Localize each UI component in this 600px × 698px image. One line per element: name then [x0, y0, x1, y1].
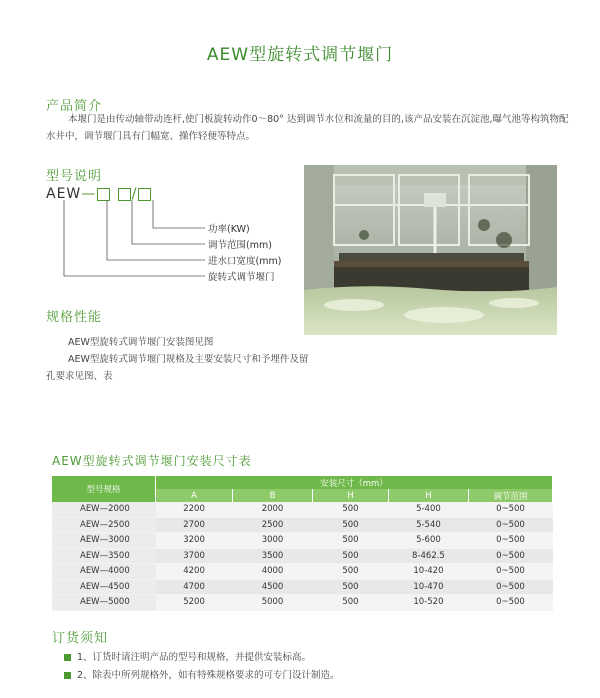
cell-b: 2500: [233, 517, 313, 533]
order-note-2-text: 2、除表中所列规格外，如有特殊规格要求的可专门设计制造。: [77, 670, 340, 681]
specs-line-2: AEW型旋转式调节堰门规格及主要安装尺寸和予埋件及留: [68, 354, 309, 365]
table-row: [52, 517, 553, 533]
cell-h2: 10-420: [388, 564, 468, 580]
table-row: [52, 533, 553, 549]
cell-a: 3700: [156, 548, 233, 564]
cell-range: 0~500: [468, 533, 552, 549]
cell-a: 3200: [156, 533, 233, 549]
cell-h1: 500: [313, 502, 389, 517]
cell-b: 5000: [233, 595, 313, 611]
cell-b: 3000: [233, 533, 313, 549]
table-row: [52, 502, 553, 517]
cell-model: AEW—3500: [52, 548, 156, 564]
col-group-header: 安装尺寸（mm）: [156, 476, 553, 489]
model-legend-width: 进水口宽度(mm): [208, 256, 282, 267]
spec-table: [52, 476, 553, 611]
order-note-1: [64, 649, 311, 663]
col-h2-header: H: [388, 489, 468, 502]
cell-b: 4500: [233, 579, 313, 595]
order-note-1-text: 1、订货时请注明产品的型号和规格，并提供安装标高。: [77, 652, 312, 663]
table-heading: AEW型旋转式调节堰门安装尺寸表: [52, 454, 252, 468]
model-code-box-2: [118, 188, 131, 201]
cell-model: AEW—4000: [52, 564, 156, 580]
cell-model: AEW—2000: [52, 502, 156, 517]
cell-h2: 10-520: [388, 595, 468, 611]
cell-h1: 500: [313, 533, 389, 549]
cell-a: 4700: [156, 579, 233, 595]
intro-line-1: 本堰门是由传动轴带动连杆,使门板旋转动作0～80° 达到调节水位和流量的目的,该产品安装在沉淀池,曝气池等构筑物配: [68, 114, 569, 125]
intro-heading: 产品简介: [46, 99, 103, 114]
cell-a: 5200: [156, 595, 233, 611]
model-legend-power: 功率(KW): [208, 224, 250, 235]
model-code-prefix: AEW: [46, 186, 82, 202]
col-range-header: 调节范围: [468, 489, 552, 502]
cell-range: 0~500: [468, 517, 552, 533]
cell-h2: 5-540: [388, 517, 468, 533]
cell-b: 2000: [233, 502, 313, 517]
table-row: [52, 579, 553, 595]
product-photo: [304, 165, 557, 335]
model-legend-range: 调节范围(mm): [208, 240, 272, 251]
col-model-header: 型号规格: [52, 476, 156, 502]
cell-range: 0~500: [468, 564, 552, 580]
bullet-icon: [64, 672, 71, 679]
bullet-icon: [64, 654, 71, 661]
model-code-box-1: [97, 188, 110, 201]
order-heading: 订货须知: [52, 631, 109, 646]
cell-model: AEW—3000: [52, 533, 156, 549]
specs-line-3: 孔要求见图、表: [46, 371, 113, 382]
cell-h2: 10-470: [388, 579, 468, 595]
cell-h2: 5-600: [388, 533, 468, 549]
cell-range: 0~500: [468, 548, 552, 564]
cell-b: 3500: [233, 548, 313, 564]
cell-model: AEW—4500: [52, 579, 156, 595]
cell-h2: 8-462.5: [388, 548, 468, 564]
table-row: [52, 548, 553, 564]
model-heading: 型号说明: [46, 169, 103, 184]
cell-range: 0~500: [468, 579, 552, 595]
model-leader-lines: [60, 200, 210, 280]
specs-line-1: AEW型旋转式调节堰门安装图见图: [68, 337, 214, 348]
cell-h1: 500: [313, 595, 389, 611]
table-row: [52, 564, 553, 580]
cell-h1: 500: [313, 579, 389, 595]
specs-heading: 规格性能: [46, 310, 103, 325]
table-row: [52, 595, 553, 611]
cell-range: 0~500: [468, 502, 552, 517]
cell-model: AEW—5000: [52, 595, 156, 611]
cell-a: 2200: [156, 502, 233, 517]
cell-b: 4000: [233, 564, 313, 580]
cell-model: AEW—2500: [52, 517, 156, 533]
model-legend-type: 旋转式调节堰门: [208, 272, 275, 283]
col-h1-header: H: [313, 489, 389, 502]
page-title: AEW型旋转式调节堰门: [206, 45, 394, 65]
model-code-box-3: [138, 188, 151, 201]
col-a-header: A: [156, 489, 233, 502]
cell-a: 4200: [156, 564, 233, 580]
cell-h2: 5-400: [388, 502, 468, 517]
cell-range: 0~500: [468, 595, 552, 611]
col-b-header: B: [233, 489, 313, 502]
model-code: AEW— /: [46, 186, 152, 202]
order-note-2: [64, 667, 340, 681]
cell-h1: 500: [313, 564, 389, 580]
cell-h1: 500: [313, 548, 389, 564]
intro-line-2: 水井中，调节堰门具有门幅宽、操作轻便等特点。: [46, 131, 256, 142]
cell-h1: 500: [313, 517, 389, 533]
cell-a: 2700: [156, 517, 233, 533]
